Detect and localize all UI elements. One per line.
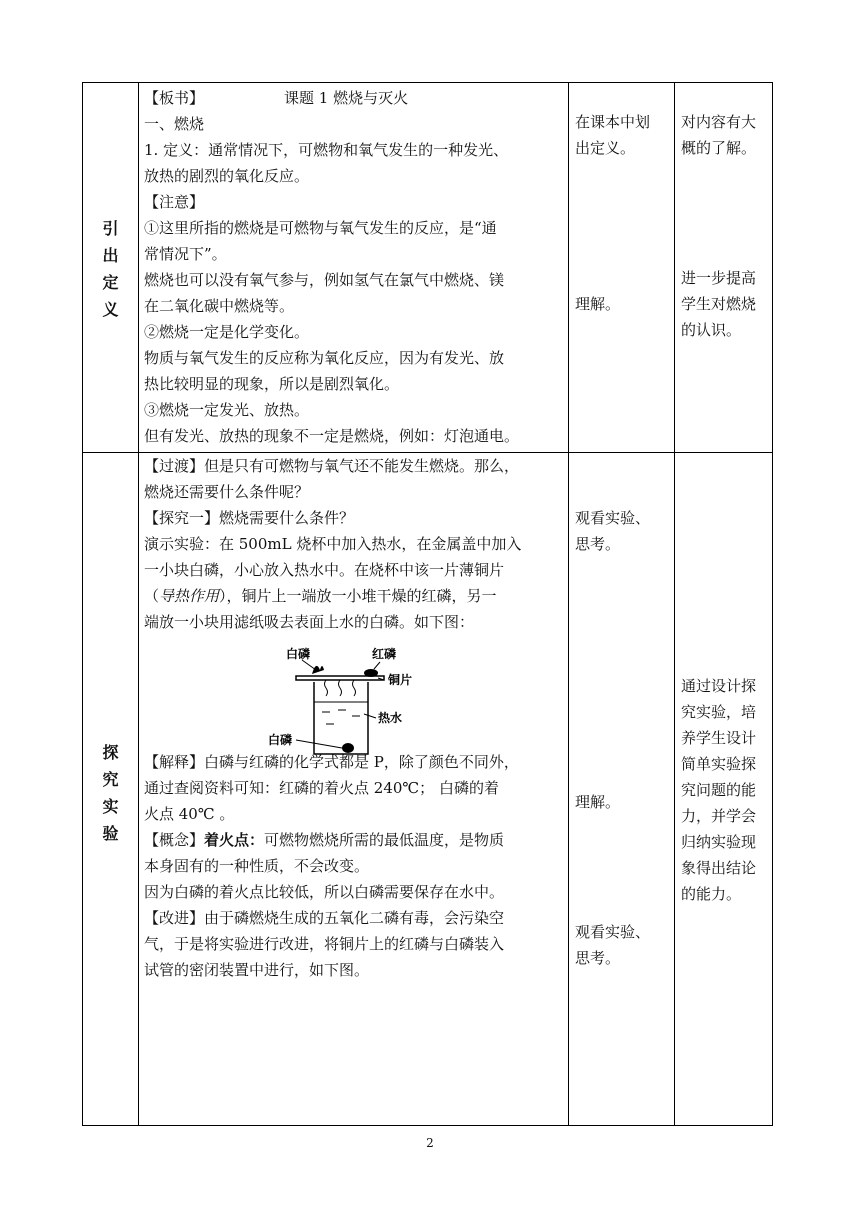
flame-shape xyxy=(312,666,324,674)
design-intent-row1-b xyxy=(681,265,771,343)
lesson-title: 课题 1 燃烧与灭火 xyxy=(284,89,409,107)
text-line: 【注意】 xyxy=(144,193,205,211)
text-line: 气，于是将实验进行改进，将铜片上的红磷与白磷装入 xyxy=(144,935,505,953)
stage-label-row1 xyxy=(83,215,138,323)
text-line: 在二氧化碳中燃烧等。 xyxy=(144,297,295,315)
underwater-phosphorus xyxy=(342,743,354,753)
stage-char: 验 xyxy=(102,824,119,843)
text-line: 简单实验探 xyxy=(681,755,757,773)
stage-char: 义 xyxy=(102,300,119,319)
teacher-content-row2-top xyxy=(144,453,566,635)
red-phosphorus-pile xyxy=(364,669,378,677)
stage-char: 引 xyxy=(102,219,119,238)
column-divider xyxy=(674,83,675,1125)
text-line: ③燃烧一定发光、放热。 xyxy=(144,401,310,419)
text-line: 热比较明显的现象，所以是剧烈氧化。 xyxy=(144,375,400,393)
text-line: 观看实验、 xyxy=(575,923,651,941)
text-line xyxy=(144,583,566,609)
text-line: 学生对燃烧 xyxy=(681,295,757,313)
text-line: 物质与氧气发生的反应称为氧化反应，因为有发光、放 xyxy=(144,349,505,367)
text-fragment: ），铜片上一端放一小堆干燥的红磷，另一 xyxy=(219,587,497,605)
text-line: 演示实验：在 500mL 烧杯中加入热水，在金属盖中加入 xyxy=(144,535,522,553)
board-heading xyxy=(144,85,566,111)
steam-line xyxy=(339,680,342,696)
text-line: 概的了解。 xyxy=(681,139,757,157)
text-line: 通过设计探 xyxy=(681,677,757,695)
text-line: 究问题的能 xyxy=(681,781,757,799)
text-line: 一、燃烧 xyxy=(144,115,205,133)
board-label: 【板书】 xyxy=(144,89,205,107)
text-line: 【过渡】但是只有可燃物与氧气还不能发生燃烧。那么， xyxy=(144,457,520,475)
student-activity-row1 xyxy=(575,109,673,161)
text-line: 思考。 xyxy=(575,949,621,967)
text-line: 进一步提高 xyxy=(681,269,757,287)
stage-char: 实 xyxy=(102,797,119,816)
label-copper-sheet: 铜片 xyxy=(388,673,413,687)
text-line: 燃烧也可以没有氧气参与，例如氢气在氯气中燃烧、镁 xyxy=(144,271,505,289)
text-line: 一小块白磷，小心放入热水中。在烧杯中该一片薄铜片 xyxy=(144,561,505,579)
leader-line xyxy=(374,662,380,669)
stage-char: 究 xyxy=(102,770,119,789)
text-line: 【改进】由于磷燃烧生成的五氧化二磷有毒，会污染空 xyxy=(144,909,505,927)
text-line: 思考。 xyxy=(575,535,621,553)
text-line: 试管的密闭装置中进行，如下图。 xyxy=(144,961,370,979)
text-fragment: 【概念】 xyxy=(144,831,205,849)
text-line: 的认识。 xyxy=(681,321,742,339)
leader-line xyxy=(364,714,376,718)
leader-line xyxy=(302,660,316,670)
text-line: 究实验，培 xyxy=(681,703,757,721)
student-activity-row2-c xyxy=(575,919,673,971)
student-activity-row1-b xyxy=(575,291,673,317)
experiment-figure xyxy=(268,640,428,760)
text-line: 【解释】白磷与红磷的化学式都是 P，除了颜色不同外， xyxy=(144,753,519,771)
stage-char: 定 xyxy=(102,273,119,292)
text-fragment: 可燃物燃烧所需的最低温度，是物质 xyxy=(264,831,505,849)
text-line: 理解。 xyxy=(575,295,621,313)
text-fragment: （ xyxy=(144,587,160,605)
student-activity-row2-a xyxy=(575,505,673,557)
steam-line xyxy=(353,680,356,696)
label-hot-water: 热水 xyxy=(378,711,403,725)
text-line: 在课本中划 xyxy=(575,113,651,131)
text-line: 力，并学会 xyxy=(681,807,757,825)
design-intent-row1 xyxy=(681,109,771,161)
design-intent-row2 xyxy=(681,673,771,907)
page-number: 2 xyxy=(426,1136,434,1150)
student-activity-row2-b xyxy=(575,789,673,815)
text-line: 观看实验、 xyxy=(575,509,651,527)
concept-term: 着火点： xyxy=(204,831,265,849)
beaker-diagram xyxy=(268,640,428,760)
text-line: 1. 定义：通常情况下，可燃物和氧气发生的一种发光、 xyxy=(144,141,509,159)
teacher-content-row1 xyxy=(144,85,566,449)
text-line: 但有发光、放热的现象不一定是燃烧，例如：灯泡通电。 xyxy=(144,427,520,445)
text-line: 放热的剧烈的氧化反应。 xyxy=(144,167,310,185)
label-red-phosphorus: 红磷 xyxy=(372,647,397,661)
column-divider xyxy=(568,83,569,1125)
text-line: 火点 40℃ 。 xyxy=(144,805,235,823)
text-line: 通过查阅资料可知：红磷的着火点 240℃； 白磷的着 xyxy=(144,779,499,797)
text-line: 归纳实验现 xyxy=(681,833,757,851)
italic-note: 导热作用 xyxy=(159,587,220,605)
text-line: ②燃烧一定是化学变化。 xyxy=(144,323,310,341)
text-line: 端放一小块用滤纸吸去表面上水的白磷。如下图： xyxy=(144,613,475,631)
text-line: 养学生设计 xyxy=(681,729,757,747)
leader-line xyxy=(296,740,342,748)
text-line: 出定义。 xyxy=(575,139,636,157)
label-white-phosphorus-bottom: 白磷 xyxy=(268,733,293,747)
text-line: ①这里所指的燃烧是可燃物与氧气发生的反应，是“通 xyxy=(144,219,497,237)
teacher-content-row2-bottom xyxy=(144,749,566,983)
text-line xyxy=(144,827,566,853)
steam-line xyxy=(325,680,328,696)
stage-char: 出 xyxy=(102,246,119,265)
text-line: 常情况下”。 xyxy=(144,245,227,263)
stage-char: 探 xyxy=(102,743,119,762)
column-divider xyxy=(138,83,139,1125)
stage-label-row2 xyxy=(83,739,138,847)
lesson-table xyxy=(82,82,773,1126)
text-line: 燃烧还需要什么条件呢？ xyxy=(144,483,310,501)
text-line: 的能力。 xyxy=(681,885,742,903)
label-white-phosphorus-top: 白磷 xyxy=(286,647,311,661)
text-line: 【探究一】燃烧需要什么条件？ xyxy=(144,509,355,527)
text-line: 对内容有大 xyxy=(681,113,757,131)
text-line: 本身固有的一种性质，不会改变。 xyxy=(144,857,370,875)
text-line: 因为白磷的着火点比较低，所以白磷需要保存在水中。 xyxy=(144,883,505,901)
text-line: 象得出结论 xyxy=(681,859,757,877)
text-line: 理解。 xyxy=(575,793,621,811)
